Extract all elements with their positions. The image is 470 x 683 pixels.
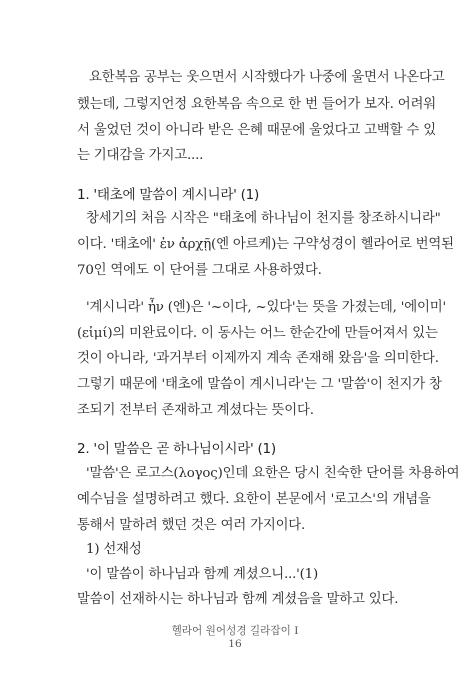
section-2-sub-heading: 1) 선재성: [86, 542, 142, 557]
paragraph-1-line: 서 울었던 것이 아니라 받은 은혜 때문에 울었다고 고백할 수 있: [77, 123, 436, 138]
section-2-para-a-line: '말씀'은 로고스(λογος)인데 요한은 당시 친숙한 단어를 차용하여: [86, 466, 460, 481]
section-2-para-a-line: 예수님을 설명하려고 했다. 요한이 본문에서 '로고스'의 개념을: [77, 492, 431, 507]
paragraph-1-line: 는 기대감을 가지고....: [77, 148, 204, 163]
section-2-quote: '이 말씀이 하나님과 함께 계셨으니...'(1): [86, 567, 319, 582]
section-1-para-a-line: 창세기의 처음 시작은 "태초에 하나님이 천지를 창조하시니라": [86, 211, 441, 226]
section-1-heading: 1. '태초에 말씀이 계시니라' (1): [77, 187, 259, 203]
section-1-para-a-line: 70인 역에도 이 단어를 그대로 사용하였다.: [77, 263, 322, 278]
section-2-conclusion: 말씀이 선재하시는 하나님과 함께 계셨음을 말하고 있다.: [77, 592, 399, 607]
footer-page-number: 16: [228, 638, 242, 650]
paragraph-1-line: 요한복음 공부는 웃으면서 시작했다가 나중에 울면서 나온다고: [89, 70, 445, 85]
section-1-para-b-line: 것이 아니라, '과거부터 이제까지 계속 존재해 왔음'을 의미한다.: [77, 351, 439, 366]
paragraph-1-line: 했는데, 그렇지언정 요한복음 속으로 한 번 들어가 보자. 어려워: [77, 97, 436, 112]
section-1-para-b-line: 그렇기 때문에 '태초에 말씀이 계시니라'는 그 '말씀'이 천지가 창: [77, 377, 442, 392]
section-1-para-b-line: 조되기 전부터 존재하고 계셨다는 뜻이다.: [77, 403, 314, 418]
section-2-para-a-line: 통해서 말하려 했던 것은 여러 가지이다.: [77, 518, 306, 533]
footer-book-title: 헬라어 원어성경 길라잡이 I: [171, 625, 299, 637]
section-2-heading: 2. '이 말씀은 곧 하나님이시라' (1): [77, 441, 276, 457]
section-1-para-a-line: 이다. '태초에' ἐν ἀρχῇ(엔 아르케)는 구약성경이 헬라어로 번역된: [77, 237, 454, 252]
section-1-para-b-line: '계시니라' ἦν (엔)은 '~이다, ~있다'는 뜻을 가졌는데, '에이미': [86, 300, 446, 315]
section-1-para-b-line: (εἰμί)의 미완료이다. 이 동사는 어느 한순간에 만들어져서 있는: [77, 326, 438, 341]
